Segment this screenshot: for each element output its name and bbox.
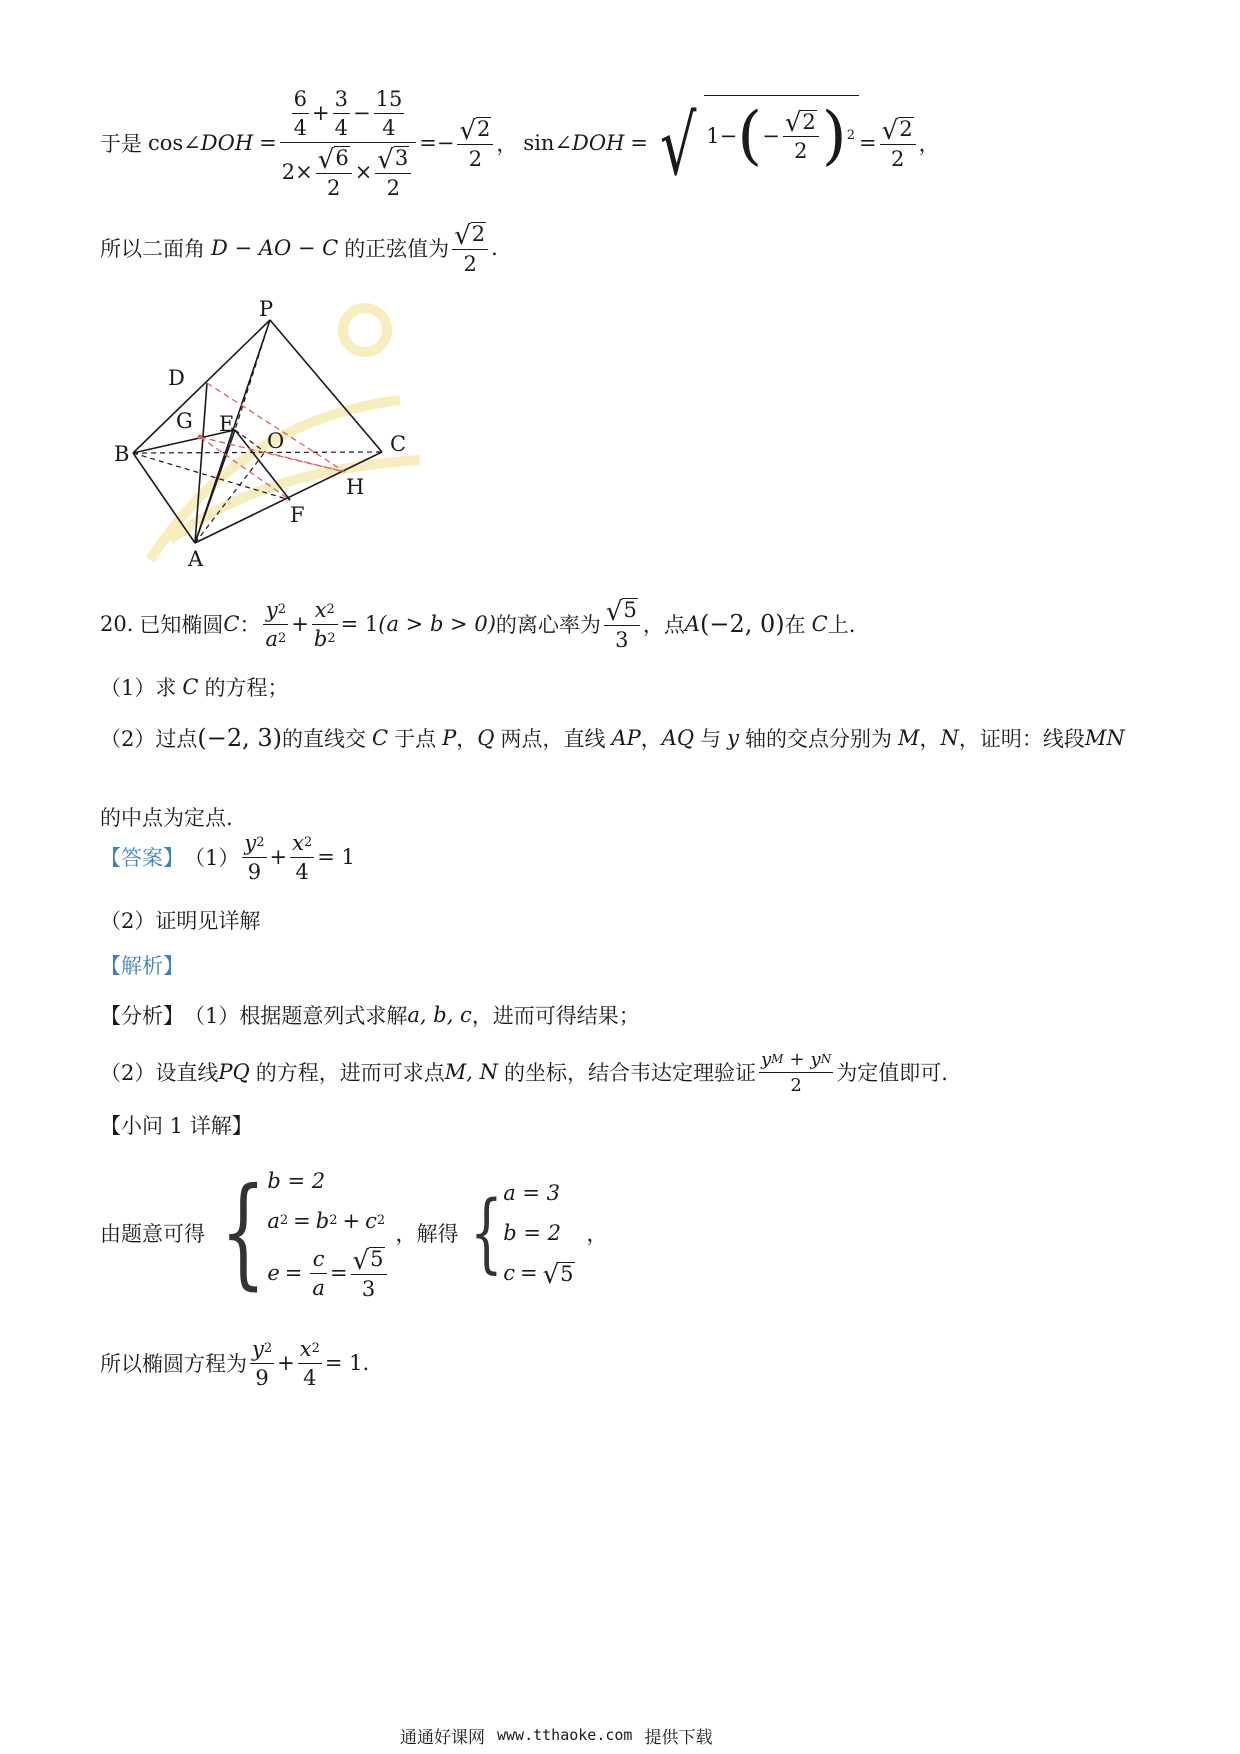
red-oh xyxy=(265,452,345,472)
cos-numerator: $\frac{6}{4}$ + $\frac{3}{4}$ − $\frac{15}{4}$ xyxy=(293,86,403,140)
part2-t4: 与 xyxy=(700,727,722,751)
q20-y: y xyxy=(265,597,278,622)
q20-text-pre: 已知椭圆 xyxy=(139,613,224,637)
part2-P: P xyxy=(442,726,457,750)
sys-mid: ，解得 xyxy=(395,1222,459,1246)
cos-denominator: 2× √ 6 2 × √ 3 2 xyxy=(280,145,416,200)
big-sqrt: √ 1− ( − √ 2 2 ) 2 xyxy=(652,102,859,184)
question-number: 20. xyxy=(100,612,134,636)
n3: 15 xyxy=(375,86,403,111)
q20-sqrt5: 5 xyxy=(623,598,637,623)
part2-AQ: AQ xyxy=(661,726,695,750)
q20-on-text: 在 xyxy=(784,613,806,637)
sqrt6: 6 xyxy=(335,146,349,171)
comma-2: ， xyxy=(918,132,940,156)
q20-A: A xyxy=(684,612,701,636)
equals-3: = xyxy=(630,131,649,155)
fenxi-line xyxy=(100,1000,640,1030)
footer xyxy=(400,1722,712,1748)
sqrt2-b: 2 xyxy=(802,109,816,134)
fenxi-abc: a, b, c xyxy=(407,1003,472,1027)
equals-2: = xyxy=(419,131,437,155)
sqrt3: 3 xyxy=(394,146,409,171)
label-h: H xyxy=(346,475,365,499)
dihedral-line: 所以二面角 D − AO − C 的正弦值为 √ 2 2 . xyxy=(100,220,498,276)
sin-label: sin∠ xyxy=(523,131,573,155)
q20-three: 3 xyxy=(615,627,629,652)
part2-c3: ， xyxy=(919,727,941,751)
den-pre: 2× xyxy=(281,160,313,184)
fenxi-t2: ，进而可得结果； xyxy=(471,1004,640,1028)
q20-ecc-text: 的离心率为 xyxy=(495,613,601,637)
text-yushi: 于是 xyxy=(100,132,142,156)
sqrt2-c: 2 xyxy=(899,117,913,142)
q20-eq1: = 1 xyxy=(340,612,379,636)
q20-up: 上. xyxy=(827,613,856,637)
cos-doh-line: 于是 cos∠ DOH = $\frac{6}{4}$ + $\frac{3}{4}$ − $\frac{15}{4}$ 2× √ 6 2 × √ 3 2 = − √ 2 2 ， sin∠ DOH = √ 1− ( − √ 2 2 ) 2 = √ 2 2 ， xyxy=(100,86,940,200)
fenxi2-plus: + xyxy=(789,1048,805,1070)
footer-site: 通通好课网 xyxy=(400,1727,485,1748)
part2-t2: 于点 xyxy=(394,727,437,751)
comma: ， xyxy=(496,132,518,156)
two-a: 2 xyxy=(468,146,483,171)
d3: 4 xyxy=(382,115,396,140)
text-dihedral-pre: 所以二面角 xyxy=(100,237,205,261)
fenxi2-MN: M, N xyxy=(444,1060,498,1084)
part2-c2: ， xyxy=(640,727,662,751)
den-two-a: 2 xyxy=(327,175,341,200)
label-a: A xyxy=(188,547,204,571)
sys-b2: b = 2 xyxy=(267,1169,326,1193)
answer-y: y xyxy=(244,830,257,855)
part2-t1: 的直线交 xyxy=(282,727,367,751)
q20-C: C xyxy=(223,612,240,636)
sys-c-r: c xyxy=(503,1261,515,1285)
sys-sqrt5b: 5 xyxy=(560,1261,574,1286)
fenxi2-yN: y xyxy=(810,1048,821,1070)
final-y: y xyxy=(252,1336,264,1361)
fenxi2-t2: 的方程，进而可求点 xyxy=(255,1061,445,1085)
fenxi2-t3: 的坐标，结合韦达定理验证 xyxy=(503,1061,756,1085)
fenxi2-two: 2 xyxy=(790,1074,802,1096)
system-line xyxy=(100,1150,608,1316)
final-eq1: = 1 xyxy=(324,1351,363,1375)
part2-N: N xyxy=(940,726,959,750)
label-f: F xyxy=(290,503,305,527)
fenxi-tag: 【分析】 xyxy=(100,1004,184,1028)
edge-ab xyxy=(133,453,195,543)
answer-four: 4 xyxy=(295,859,309,884)
label-g: G xyxy=(176,409,193,433)
q20-A-coord: (−2, 0) xyxy=(700,610,785,638)
fenxi2-t1: （2）设直线 xyxy=(100,1061,219,1085)
sqrt2-d: 2 xyxy=(471,222,486,247)
system-left: { b = 2 a 2 = b 2 + c 2 e = $\frac{c}{a}$ = √ 5 3 xyxy=(220,1163,386,1302)
d2: 4 xyxy=(334,115,349,140)
answer-tag: 【答案】 xyxy=(100,846,184,870)
fenxi2-subM: M xyxy=(771,1052,784,1066)
edge-pb xyxy=(133,320,270,453)
doh-label-2: DOH xyxy=(572,131,625,155)
n2: 3 xyxy=(334,86,349,111)
n1: 6 xyxy=(293,86,308,111)
minus: − xyxy=(436,131,455,155)
part2-line2: 的中点为定点. xyxy=(100,806,233,830)
label-c: C xyxy=(390,432,407,456)
fenxi2-PQ: PQ xyxy=(218,1060,250,1084)
sys-plus: + xyxy=(342,1209,361,1233)
doh-label: DOH xyxy=(200,131,254,155)
final-line: 所以椭圆方程为 y 2 9 + x 2 4 = 1 . xyxy=(100,1336,370,1390)
sys-eq-e2: = xyxy=(329,1261,348,1285)
sys-frac-a: a xyxy=(312,1275,325,1300)
q20-point-text: ，点 xyxy=(642,613,685,637)
dihedral-label: D − AO − C xyxy=(211,236,339,260)
q20-on-C: C xyxy=(811,612,828,636)
cos-label: cos∠ xyxy=(148,131,201,155)
sys-sqrt5: 5 xyxy=(370,1247,384,1272)
final-four: 4 xyxy=(303,1365,317,1390)
part2-C: C xyxy=(372,726,389,750)
sys-e: e xyxy=(267,1261,280,1285)
sys-a3: a = 3 xyxy=(503,1181,561,1205)
final-nine: 9 xyxy=(255,1365,269,1390)
fenxi2-yM: y xyxy=(760,1048,772,1070)
sys-frac-c: c xyxy=(312,1246,325,1271)
equals: = xyxy=(259,131,277,155)
den-two-b: 2 xyxy=(386,175,400,200)
q20-b: b xyxy=(313,626,328,651)
label-p: P xyxy=(259,297,274,321)
fenxi-t1: （1）根据题意列式求解 xyxy=(184,1004,408,1028)
answer-p1: （1） xyxy=(184,846,240,870)
d1: 4 xyxy=(293,115,308,140)
answer-nine: 9 xyxy=(247,859,262,884)
footer-url: www.tthaoke.com xyxy=(497,1726,633,1744)
two-c: 2 xyxy=(890,146,905,171)
final-x: x xyxy=(299,1336,312,1361)
q20-a: a xyxy=(265,626,279,651)
part2-t5: 轴的交点分别为 xyxy=(745,727,893,751)
sys-b: b xyxy=(315,1209,330,1233)
q20-x: x xyxy=(314,597,327,622)
equals-4: = xyxy=(859,131,877,155)
part2-MN: MN xyxy=(1084,726,1125,750)
part2-label: （2）过点 xyxy=(100,727,198,751)
part1-C: C xyxy=(182,675,199,699)
sys-three: 3 xyxy=(361,1276,376,1301)
q20-colon: ： xyxy=(239,613,261,637)
fenxi2-line xyxy=(100,1044,948,1100)
label-e: E xyxy=(219,412,235,436)
sys-pre: 由题意可得 xyxy=(100,1222,205,1246)
system-right: { a = 3 b = 2 c = √ 5 xyxy=(469,1181,574,1290)
part1-label: （1）求 xyxy=(100,676,177,700)
part2-t3: 两点，直线 xyxy=(500,727,606,751)
q20-stem: 20. 已知椭圆 C ： y 2 a 2 + x 2 b 2 = 1 (a > b > 0) 的离心率为 √ 5 3 ，点 A (−2, 0) 在 C 上. xyxy=(100,596,856,652)
part2-c1: ， xyxy=(456,727,478,751)
sys-c: c xyxy=(365,1209,377,1233)
sub1-line xyxy=(100,1110,253,1140)
part2-point: (−2, 3) xyxy=(197,724,283,752)
final-pre: 所以椭圆方程为 xyxy=(100,1352,247,1376)
fenxi2-t4: 为定值即可. xyxy=(836,1061,948,1085)
one-minus: 1− xyxy=(706,123,738,148)
answer-p2-line xyxy=(100,905,260,935)
sys-eq-e: = xyxy=(284,1261,303,1285)
q20-part2 xyxy=(100,718,1125,758)
period: . xyxy=(491,236,498,260)
part2-y: y xyxy=(727,726,740,750)
q20-cond: (a > b > 0) xyxy=(378,612,496,636)
answer-x: x xyxy=(292,830,304,855)
point-g xyxy=(198,435,203,440)
part2-AP: AP xyxy=(611,726,641,750)
answer-p2: （2）证明见详解 xyxy=(100,909,261,933)
part2-M: M xyxy=(898,726,920,750)
two-b: 2 xyxy=(794,139,808,163)
part2-t6: ，证明：线段 xyxy=(958,727,1085,751)
part2-Q: Q xyxy=(477,726,495,750)
jiexi-tag: 【解析】 xyxy=(100,954,184,978)
label-o: O xyxy=(267,429,285,453)
sys-eq-c: = xyxy=(519,1261,538,1285)
sys-comma: ， xyxy=(586,1222,608,1246)
jiexi-line xyxy=(100,950,184,980)
cos-fraction xyxy=(280,87,416,200)
sqrt2-a: 2 xyxy=(477,117,491,142)
sys-a: a xyxy=(267,1209,280,1233)
footer-tail: 提供下载 xyxy=(644,1727,713,1748)
label-d: D xyxy=(168,366,185,390)
q20-part1 xyxy=(100,672,288,702)
label-b: B xyxy=(114,442,130,466)
sys-sb2: b = 2 xyxy=(503,1221,561,1245)
text-dihedral-mid: 的正弦值为 xyxy=(344,237,450,261)
answer-line: 【答案】 （1） y 2 9 + x 2 4 = 1 xyxy=(100,830,355,884)
two-d: 2 xyxy=(463,251,477,276)
sub1-tag: 【小问 1 详解】 xyxy=(100,1114,253,1138)
pyramid-figure xyxy=(110,295,440,580)
answer-eq1: = 1 xyxy=(317,845,355,869)
part1-rest: 的方程； xyxy=(204,676,289,700)
sys-eq-a: = xyxy=(293,1209,311,1233)
fenxi2-subN: N xyxy=(820,1052,832,1066)
final-period: . xyxy=(362,1351,370,1375)
